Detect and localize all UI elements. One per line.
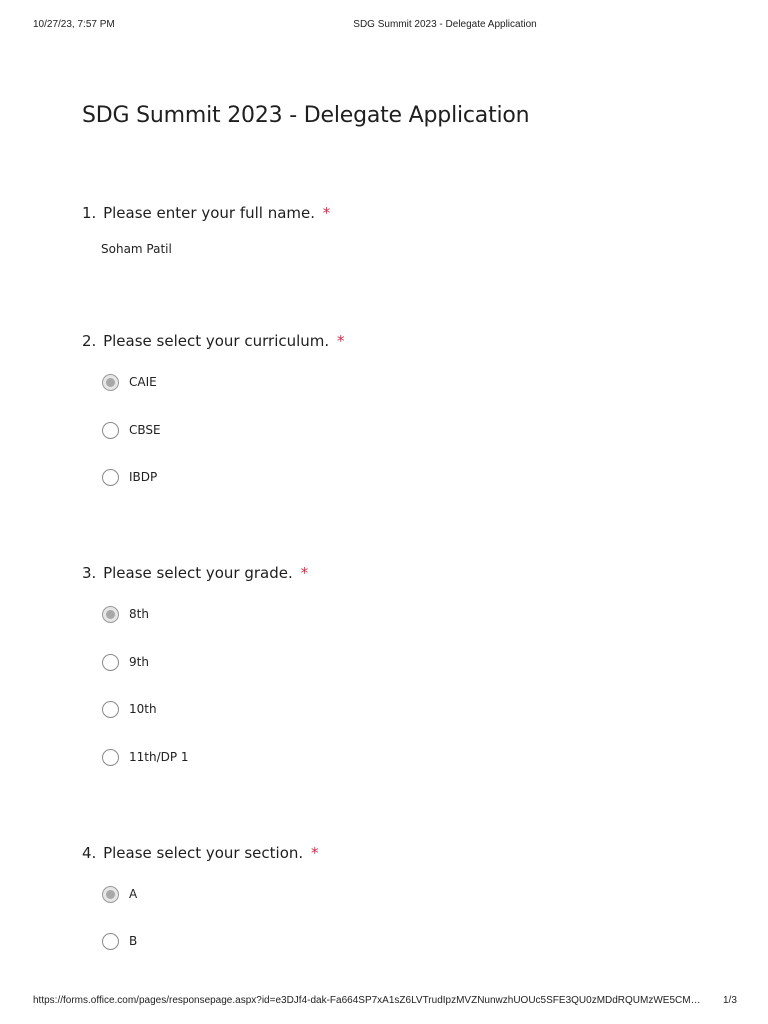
question-text: Please select your section. bbox=[103, 844, 304, 862]
required-asterisk: * bbox=[310, 844, 319, 862]
question-number: 1. bbox=[82, 204, 97, 222]
radio-button[interactable] bbox=[102, 749, 119, 766]
radio-option-8th[interactable] bbox=[102, 604, 149, 624]
option-label: 8th bbox=[129, 607, 149, 621]
question-title bbox=[82, 842, 702, 864]
question-number: 4. bbox=[82, 844, 97, 862]
option-label: A bbox=[129, 887, 138, 901]
question-full-name bbox=[82, 202, 702, 256]
question-grade bbox=[82, 562, 702, 764]
required-asterisk: * bbox=[322, 204, 331, 222]
required-asterisk: * bbox=[300, 564, 309, 582]
print-url: https://forms.office.com/pages/responsepage.aspx?id=e3DJf4-dak-Fa664SP7xA1sZ6LVTrudIpzMVZNunwzhUOUc5SFE3QU0zMDdRQUMzWE5CM… bbox=[33, 995, 701, 1006]
radio-button[interactable] bbox=[102, 933, 119, 950]
print-header bbox=[0, 0, 768, 40]
option-label: B bbox=[129, 934, 138, 948]
radio-option-11th-dp1[interactable] bbox=[102, 747, 189, 767]
required-asterisk: * bbox=[336, 332, 345, 350]
radio-button[interactable] bbox=[102, 654, 119, 671]
question-number: 3. bbox=[82, 564, 97, 582]
question-curriculum bbox=[82, 330, 702, 484]
question-title bbox=[82, 202, 702, 224]
radio-button-selected[interactable] bbox=[102, 606, 119, 623]
radio-button-selected[interactable] bbox=[102, 886, 119, 903]
full-name-answer[interactable]: Soham Patil bbox=[101, 242, 172, 256]
print-page-number: 1/3 bbox=[723, 995, 737, 1006]
radio-option-a[interactable] bbox=[102, 884, 137, 904]
radio-button[interactable] bbox=[102, 422, 119, 439]
radio-option-cbse[interactable] bbox=[102, 420, 161, 440]
radio-option-ibdp[interactable] bbox=[102, 467, 157, 487]
option-label: 10th bbox=[129, 702, 157, 716]
question-title bbox=[82, 562, 702, 584]
option-label: CBSE bbox=[129, 423, 161, 437]
question-text: Please select your curriculum. bbox=[103, 332, 330, 350]
question-number: 2. bbox=[82, 332, 97, 350]
option-label: CAIE bbox=[129, 375, 157, 389]
question-title bbox=[82, 330, 702, 352]
radio-button[interactable] bbox=[102, 701, 119, 718]
radio-button[interactable] bbox=[102, 469, 119, 486]
radio-button-selected[interactable] bbox=[102, 374, 119, 391]
radio-option-9th[interactable] bbox=[102, 652, 149, 672]
radio-option-b[interactable] bbox=[102, 931, 137, 951]
option-label: 9th bbox=[129, 655, 149, 669]
option-label: 11th/DP 1 bbox=[129, 750, 189, 764]
print-footer bbox=[0, 990, 768, 1014]
radio-option-10th[interactable] bbox=[102, 699, 157, 719]
radio-option-caie[interactable] bbox=[102, 372, 157, 392]
option-label: IBDP bbox=[129, 470, 158, 484]
print-page-title: SDG Summit 2023 - Delegate Application bbox=[353, 19, 537, 30]
form-title: SDG Summit 2023 - Delegate Application bbox=[82, 103, 530, 128]
print-datetime: 10/27/23, 7:57 PM bbox=[33, 19, 115, 30]
question-text: Please select your grade. bbox=[103, 564, 293, 582]
question-section bbox=[82, 842, 702, 948]
question-text: Please enter your full name. bbox=[103, 204, 316, 222]
